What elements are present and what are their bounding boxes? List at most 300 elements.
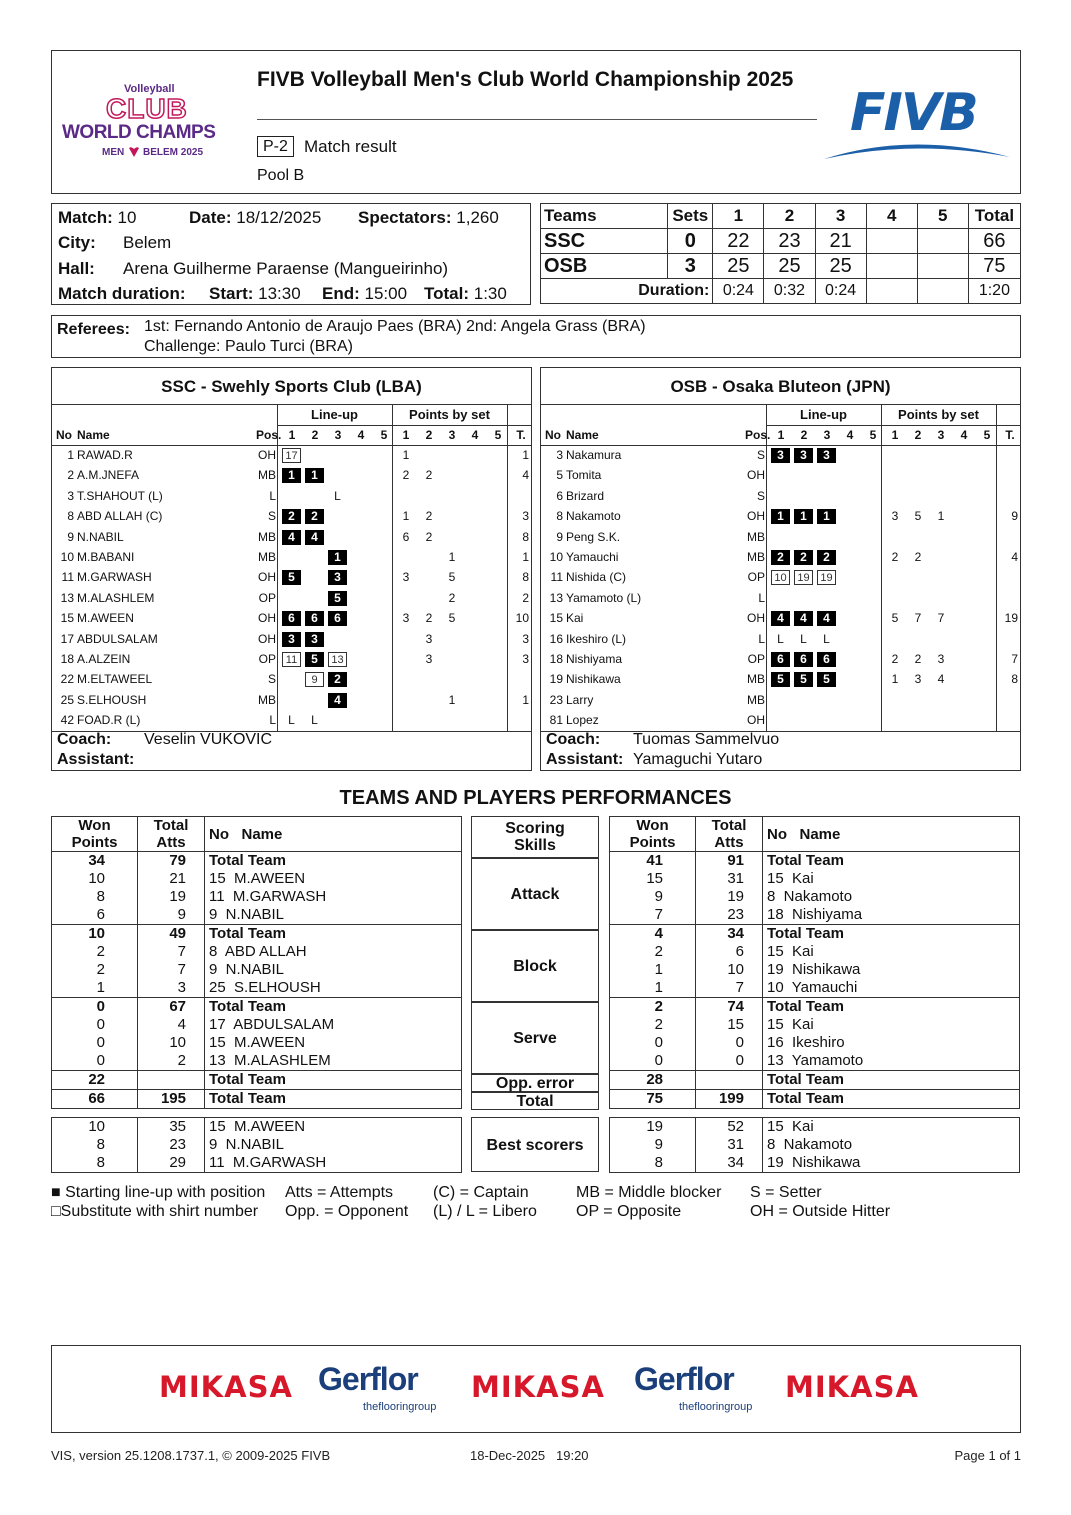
set-score: 21 xyxy=(815,229,866,254)
referees-box xyxy=(51,315,1021,358)
total-duration: 1:20 xyxy=(968,279,1020,304)
set-points: 7 xyxy=(914,611,922,626)
points-by-set-header: Points by set xyxy=(409,407,490,422)
set-points xyxy=(957,608,971,628)
starting-position: 4 xyxy=(282,530,301,545)
set-durations-row xyxy=(541,279,1021,304)
set-points xyxy=(468,669,482,689)
col-points-set: 2 xyxy=(914,428,922,442)
set-points xyxy=(957,649,971,669)
player-position: MB xyxy=(258,692,276,707)
player-name: 9 N.NABIL xyxy=(205,906,462,925)
performance-row xyxy=(610,1016,1020,1034)
atts-header: Atts xyxy=(156,834,186,851)
roster-row xyxy=(541,506,1020,526)
player-name: Tomita xyxy=(566,468,602,483)
total-score: 75 xyxy=(968,254,1020,279)
roster-row xyxy=(52,527,531,547)
coach-name: Tuomas Sammelvuo xyxy=(633,731,780,748)
player-position: MB xyxy=(258,468,276,483)
total-atts: 21 xyxy=(138,870,205,888)
roster-row xyxy=(52,608,531,628)
roster-row xyxy=(541,588,1020,608)
roster-row xyxy=(52,690,531,710)
total-points xyxy=(996,465,1018,485)
assistant-label: Assistant: xyxy=(546,751,624,768)
won-points: 66 xyxy=(52,1090,138,1109)
set-points xyxy=(468,445,482,465)
pool-label: Pool B xyxy=(257,167,305,184)
total-atts xyxy=(138,1071,205,1090)
player-number: 11 xyxy=(550,570,563,585)
set-duration: 0:32 xyxy=(764,279,815,304)
set-points xyxy=(980,649,994,669)
total-atts: 74 xyxy=(696,998,763,1017)
report-header xyxy=(51,50,1021,194)
set-row-ssc xyxy=(541,229,1021,254)
total-points: 4 xyxy=(522,468,529,483)
set-points xyxy=(468,506,482,526)
set-points xyxy=(957,567,971,587)
page-title: FIVB Volleyball Men's Club World Championship 2025 xyxy=(257,68,794,91)
set-points xyxy=(422,547,436,567)
total-atts-header xyxy=(696,817,763,852)
set-points xyxy=(911,486,925,506)
total-points: 9 xyxy=(1011,509,1018,524)
total-atts: 23 xyxy=(696,906,763,925)
player-number: 25 xyxy=(60,692,74,707)
col-points-set: 3 xyxy=(448,428,456,442)
player-number: 3 xyxy=(67,488,74,503)
libero-marker: L xyxy=(800,631,807,646)
won-points: 15 xyxy=(610,870,696,888)
roster-row xyxy=(541,710,1020,730)
player-name: 15 M.AWEEN xyxy=(205,870,462,888)
set-points xyxy=(934,690,948,710)
total-atts: 34 xyxy=(696,925,763,944)
starting-position: 2 xyxy=(794,550,813,565)
total-points: 8 xyxy=(1011,672,1018,687)
won-points: 7 xyxy=(610,906,696,925)
logo-heart-icon xyxy=(128,146,140,158)
substitute-shirt: 11 xyxy=(282,652,301,667)
match-date: 18/12/2025 xyxy=(236,208,322,227)
set-points: 5 xyxy=(448,570,456,585)
won-points-header xyxy=(610,817,696,852)
fivb-logo xyxy=(822,83,1012,163)
player-name: Nakamura xyxy=(566,448,622,462)
set-points: 1 xyxy=(402,509,410,524)
starting-position: 3 xyxy=(328,570,347,585)
player-number: 15 xyxy=(60,611,74,626)
legend-mb: MB = Middle blocker xyxy=(576,1184,722,1201)
won-points: 0 xyxy=(52,998,138,1017)
set-points xyxy=(491,527,505,547)
total-atts: 0 xyxy=(696,1034,763,1052)
col-points-set: 1 xyxy=(402,428,410,442)
set-points xyxy=(468,547,482,567)
player-number: 5 xyxy=(556,468,563,483)
total-points xyxy=(996,690,1018,710)
total-atts: 7 xyxy=(138,943,205,961)
player-name: T.SHAHOUT (L) xyxy=(77,488,163,503)
won-points: 2 xyxy=(610,998,696,1017)
player-name: 15 Kai xyxy=(763,943,1020,961)
set-points: 2 xyxy=(914,652,922,666)
assistant-name: Yamaguchi Yutaro xyxy=(633,751,763,768)
set-points xyxy=(468,567,482,587)
player-name: 8 Nakamoto xyxy=(763,888,1020,906)
player-position: OP xyxy=(747,652,765,666)
player-number: 23 xyxy=(549,692,563,707)
set-points: 2 xyxy=(891,550,899,564)
starting-position: 6 xyxy=(771,652,790,667)
total-atts: 7 xyxy=(696,979,763,998)
logo-text-city: BELEM 2025 xyxy=(143,147,204,158)
col-points-set: 5 xyxy=(983,428,991,442)
version-text: VIS, version 25.1208.1737.1, © 2009-2025 FIVB xyxy=(51,1448,331,1463)
performance-row xyxy=(52,925,462,944)
starting-position: 1 xyxy=(282,468,301,483)
sponsors-banner xyxy=(51,1345,1021,1433)
set-points: 1 xyxy=(402,448,410,462)
col-points-set: 3 xyxy=(937,428,945,442)
won-points: 8 xyxy=(610,1154,696,1173)
libero-marker: L xyxy=(311,713,318,728)
won-points: 10 xyxy=(52,870,138,888)
total-atts: 29 xyxy=(138,1154,205,1173)
total-atts: 19 xyxy=(138,888,205,906)
performance-row xyxy=(610,943,1020,961)
set-points: 3 xyxy=(914,672,922,687)
set-score: 25 xyxy=(713,254,764,279)
player-name: M.BABANI xyxy=(77,550,135,564)
set-points xyxy=(445,629,459,649)
performance-total-row xyxy=(610,1071,1020,1090)
player-position: MB xyxy=(747,672,765,687)
roster-title: SSC - Swehly Sports Club (LBA) xyxy=(52,368,531,405)
set-points: 2 xyxy=(425,468,433,483)
set-points xyxy=(491,649,505,669)
total-points xyxy=(996,486,1018,506)
date-label: Date: xyxy=(189,208,232,227)
player-position: OH xyxy=(258,448,276,462)
player-name: Total Team xyxy=(763,1071,1020,1090)
set-score xyxy=(917,254,968,279)
legend-oh: OH = Outside Hitter xyxy=(750,1203,891,1220)
set-points: 2 xyxy=(402,468,410,483)
player-name: Total Team xyxy=(763,925,1020,944)
player-number: 8 xyxy=(556,509,563,524)
city-value: Belem xyxy=(123,233,172,252)
libero-marker: L xyxy=(334,488,341,503)
set-points xyxy=(422,445,436,465)
skills-header: Skills xyxy=(514,837,556,854)
end-label: End: xyxy=(322,284,360,303)
referees-line-1: 1st: Fernando Antonio de Araujo Paes (BRA) 2nd: Angela Grass (BRA) xyxy=(144,318,646,335)
gerflor-logo: Gerflor xyxy=(318,1361,418,1397)
performance-row xyxy=(52,979,462,998)
sets-won: 0 xyxy=(668,229,713,254)
starting-position: 6 xyxy=(817,652,836,667)
total-atts: 10 xyxy=(696,961,763,979)
set-points: 6 xyxy=(402,529,410,544)
total-label: Total: xyxy=(424,284,470,303)
hall-label: Hall: xyxy=(58,259,95,278)
performance-row xyxy=(52,852,462,871)
set-points xyxy=(491,629,505,649)
best-scorers-label: Best scorers xyxy=(471,1117,599,1172)
set-points: 3 xyxy=(891,509,899,524)
set-points xyxy=(980,547,994,567)
col-lineup-set: 4 xyxy=(357,428,365,442)
total-atts: 31 xyxy=(696,870,763,888)
set-points xyxy=(888,588,902,608)
player-position: L xyxy=(758,631,765,646)
fivb-swoosh-icon xyxy=(822,135,1012,161)
player-position: L xyxy=(269,488,276,503)
starting-position: 4 xyxy=(328,693,347,708)
total-atts: 35 xyxy=(138,1118,205,1137)
set-points xyxy=(980,608,994,628)
legend-atts: Atts = Attempts xyxy=(285,1184,394,1201)
total-time: 1:30 xyxy=(473,284,507,303)
page-code: P-2 xyxy=(257,136,294,157)
player-number: 11 xyxy=(61,570,74,585)
set-points xyxy=(445,445,459,465)
roster-row xyxy=(541,547,1020,567)
total-atts: 91 xyxy=(696,852,763,871)
roster-row xyxy=(52,629,531,649)
set-score: 25 xyxy=(764,254,815,279)
set-points xyxy=(911,445,925,465)
player-number: 10 xyxy=(60,550,74,564)
won-header: Won xyxy=(78,817,111,834)
player-name: Nishiyama xyxy=(566,652,623,666)
player-position: MB xyxy=(258,550,276,564)
player-number: 3 xyxy=(556,448,563,462)
logo-text-volleyball: Volleyball xyxy=(124,83,175,95)
no-name-header: No Name xyxy=(763,817,1020,852)
starting-position: 4 xyxy=(305,530,324,545)
set-points xyxy=(888,567,902,587)
col-lineup-set: 2 xyxy=(311,428,319,442)
set-points xyxy=(957,669,971,689)
player-number: 17 xyxy=(60,631,74,646)
set-points: 5 xyxy=(914,509,922,524)
starting-position: 1 xyxy=(771,509,790,524)
roster-row xyxy=(541,669,1020,689)
player-position: MB xyxy=(258,529,276,544)
set-points xyxy=(980,486,994,506)
set-points: 2 xyxy=(425,509,433,524)
substitute-shirt: 19 xyxy=(794,570,813,585)
set-points xyxy=(934,567,948,587)
set-points xyxy=(468,527,482,547)
set-points xyxy=(491,608,505,628)
player-name: FOAD.R (L) xyxy=(77,713,141,728)
performance-row xyxy=(610,979,1020,998)
player-position: OP xyxy=(258,652,276,666)
performance-row xyxy=(52,1034,462,1052)
set-points xyxy=(468,629,482,649)
set-points xyxy=(491,506,505,526)
set-points xyxy=(934,629,948,649)
total-points: 7 xyxy=(1011,652,1018,666)
set-row-osb xyxy=(541,254,1021,279)
set-points xyxy=(888,527,902,547)
total-points xyxy=(996,527,1018,547)
set-points xyxy=(491,445,505,465)
won-points: 0 xyxy=(52,1034,138,1052)
player-position: L xyxy=(269,713,276,728)
player-name: 10 Yamauchi xyxy=(763,979,1020,998)
set-points xyxy=(957,486,971,506)
scoring-skills-header xyxy=(471,816,599,858)
col-lineup-set: 3 xyxy=(334,428,342,442)
won-points: 2 xyxy=(52,961,138,979)
set-points: 1 xyxy=(937,509,945,524)
performance-row xyxy=(52,870,462,888)
set-points xyxy=(422,486,436,506)
team-code: OSB xyxy=(541,254,668,279)
col-points-set: 4 xyxy=(471,428,479,442)
set-points xyxy=(888,629,902,649)
legend-op: OP = Opposite xyxy=(576,1203,682,1220)
total-atts: 15 xyxy=(696,1016,763,1034)
col-set-2: 2 xyxy=(764,204,815,229)
col-set-3: 3 xyxy=(815,204,866,229)
performance-total-row xyxy=(610,1090,1020,1109)
performance-row xyxy=(52,1052,462,1071)
best-scorer-row xyxy=(610,1154,1020,1173)
performance-row xyxy=(52,961,462,979)
player-number: 42 xyxy=(60,713,74,728)
roster-row xyxy=(52,547,531,567)
set-points xyxy=(399,690,413,710)
col-total: Total xyxy=(968,204,1020,229)
total-points xyxy=(996,629,1018,649)
set-points xyxy=(422,690,436,710)
col-sets: Sets xyxy=(668,204,713,229)
performance-row xyxy=(610,1034,1020,1052)
total-atts: 6 xyxy=(696,943,763,961)
set-points xyxy=(934,588,948,608)
total-points xyxy=(996,445,1018,465)
set-points xyxy=(888,690,902,710)
set-duration: 0:24 xyxy=(815,279,866,304)
total-atts: 79 xyxy=(138,852,205,871)
won-points: 19 xyxy=(610,1118,696,1137)
lineup-header: Line-up xyxy=(800,407,847,422)
libero-marker: L xyxy=(288,713,295,728)
mikasa-logo: MIKASA xyxy=(471,1370,605,1404)
player-name: Total Team xyxy=(205,998,462,1017)
total-atts: 67 xyxy=(138,998,205,1017)
performance-row xyxy=(610,1052,1020,1071)
set-points xyxy=(957,547,971,567)
set-points: 2 xyxy=(891,652,899,666)
set-points xyxy=(957,690,971,710)
set-points: 1 xyxy=(448,550,456,564)
best-scorer-row xyxy=(610,1118,1020,1137)
player-name: Peng S.K. xyxy=(566,529,621,544)
sets-won: 3 xyxy=(668,254,713,279)
set-scores-table xyxy=(540,203,1021,304)
print-timestamp: 18-Dec-2025 19:20 xyxy=(470,1448,589,1463)
starting-position: 2 xyxy=(771,550,790,565)
player-position: OH xyxy=(258,570,276,585)
starting-position: 5 xyxy=(328,591,347,606)
player-number: 18 xyxy=(549,652,563,666)
coach-label: Coach: xyxy=(546,731,601,748)
col-points-set: 2 xyxy=(425,428,433,442)
set-points xyxy=(980,445,994,465)
player-name: 15 M.AWEEN xyxy=(205,1118,462,1137)
set-points xyxy=(888,465,902,485)
total-score: 66 xyxy=(968,229,1020,254)
referees-label: Referees: xyxy=(57,321,130,338)
set-points xyxy=(957,465,971,485)
set-points xyxy=(399,629,413,649)
total-atts: 3 xyxy=(138,979,205,998)
starting-position: 5 xyxy=(305,652,324,667)
total-points: 2 xyxy=(522,590,529,605)
set-points xyxy=(399,710,413,730)
performance-row xyxy=(610,888,1020,906)
title-divider xyxy=(257,119,817,120)
total-points: 19 xyxy=(1004,611,1018,626)
points-by-set-header: Points by set xyxy=(898,407,979,422)
referees-line-2: Challenge: Paulo Turci (BRA) xyxy=(144,338,353,355)
starting-position: 5 xyxy=(771,672,790,687)
club-world-champs-logo xyxy=(60,83,250,163)
substitute-shirt: 19 xyxy=(817,570,836,585)
player-name: ABDULSALAM xyxy=(77,631,158,646)
set-points xyxy=(468,486,482,506)
performance-row xyxy=(610,998,1020,1017)
total-atts: 23 xyxy=(138,1136,205,1154)
set-points: 3 xyxy=(937,652,945,666)
player-name: Total Team xyxy=(763,852,1020,871)
starting-position: 3 xyxy=(817,448,836,463)
col-pos: Pos. xyxy=(745,428,771,442)
start-time: 13:30 xyxy=(258,284,301,303)
starting-position: 6 xyxy=(305,611,324,626)
total-points xyxy=(996,588,1018,608)
col-points-set: 1 xyxy=(891,428,899,442)
starting-position: 3 xyxy=(794,448,813,463)
won-points: 0 xyxy=(52,1052,138,1071)
player-position: S xyxy=(267,509,276,524)
col-total: T. xyxy=(1005,428,1015,442)
set-points xyxy=(445,669,459,689)
set-points xyxy=(911,588,925,608)
set-points xyxy=(957,506,971,526)
set-points xyxy=(422,588,436,608)
player-position: S xyxy=(267,672,276,687)
best-scorer-row xyxy=(52,1154,462,1173)
col-points-set: 4 xyxy=(960,428,968,442)
end-time: 15:00 xyxy=(364,284,408,303)
set-points xyxy=(888,710,902,730)
mikasa-logo: MIKASA xyxy=(159,1370,293,1404)
roster-row xyxy=(541,608,1020,628)
set-duration xyxy=(866,279,917,304)
roster-row xyxy=(541,629,1020,649)
player-name: 13 Yamamoto xyxy=(763,1052,1020,1071)
set-duration: 0:24 xyxy=(713,279,764,304)
